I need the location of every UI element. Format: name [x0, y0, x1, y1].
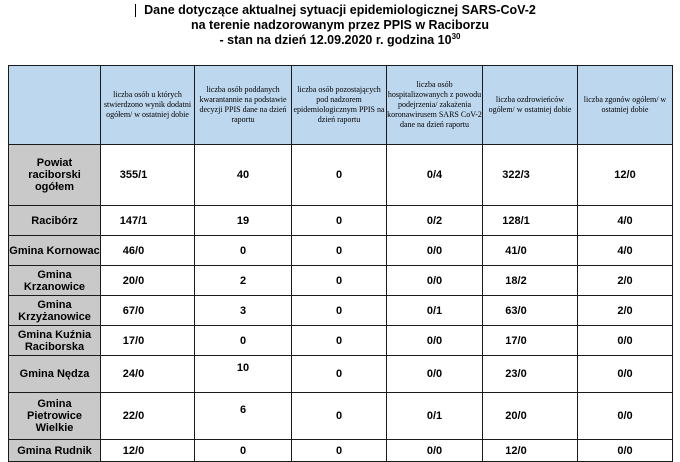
cell-value: 2/0: [617, 304, 633, 317]
row-label: Gmina Kornowac: [9, 236, 101, 266]
cell-value: 4/0: [617, 244, 633, 257]
cell-quarantine: [195, 296, 292, 326]
header-positive-cases: liczba osób u których stwierdzono wynik dodatni ogółem/ w ostatniej dobie: [101, 66, 195, 145]
title-line-3-text: - stan na dzień 12.09.2020 r. godzina 10: [219, 33, 452, 47]
title-hour-superscript: 30: [451, 32, 461, 41]
cell-value: 17/0: [505, 334, 527, 347]
cell-value: 0/0: [617, 410, 633, 422]
cell-value: 41/0: [505, 244, 527, 257]
cell-value: 18/2: [505, 274, 527, 287]
cell-supervision: [292, 393, 387, 440]
cell-value: 19: [236, 214, 250, 227]
cell-supervision: [292, 356, 387, 393]
cell-positive-cases: [101, 326, 195, 356]
cell-value: 0/1: [426, 410, 443, 422]
cell-value: 4/0: [617, 214, 633, 227]
cell-value: 12/0: [122, 444, 145, 457]
cell-value: 0/0: [426, 244, 443, 257]
header-corner: [9, 66, 101, 145]
cell-value: 23/0: [505, 368, 527, 380]
cell-value: 20/0: [505, 410, 527, 422]
header-supervision: liczba osób pozostających pod nadzorem epidemiologicznym PPIS na dzień raportu: [292, 66, 387, 145]
cell-value: 17/0: [122, 334, 145, 347]
cell-hospitalized: [387, 266, 483, 296]
cell-value: 63/0: [505, 304, 527, 317]
cell-value: 2/0: [617, 274, 633, 287]
cell-value: 12/0: [614, 169, 636, 181]
cell-value: 0: [335, 444, 343, 457]
header-deaths: liczba zgonów ogółem/ w ostatniej dobie: [578, 66, 673, 145]
cell-hospitalized: [387, 296, 483, 326]
title-line-3: [0, 33, 680, 48]
header-recovered: liczba ozdrowieńców ogółem/ w ostatniej dobie: [483, 66, 578, 145]
cell-quarantine: [195, 326, 292, 356]
cell-recovered: [483, 206, 578, 236]
cell-deaths: [578, 266, 673, 296]
cell-positive-cases: [101, 296, 195, 326]
row-label: Gmina Krzyżanowice: [9, 296, 101, 326]
cell-value: 147/1: [119, 214, 148, 227]
cell-value: 0: [239, 244, 247, 257]
cell-recovered: [483, 326, 578, 356]
cell-positive-cases: [101, 356, 195, 393]
cell-value: 0/0: [426, 334, 443, 347]
cell-recovered: [483, 393, 578, 440]
table-row: [9, 393, 673, 440]
cell-positive-cases: [101, 393, 195, 440]
cell-quarantine: [195, 206, 292, 236]
cell-deaths: [578, 236, 673, 266]
cell-hospitalized: [387, 145, 483, 206]
table-row: [9, 206, 673, 236]
cell-value: 46/0: [122, 244, 145, 257]
cell-value: 0/0: [426, 274, 443, 287]
cell-value: 0: [335, 244, 343, 257]
title-line-2: na terenie nadzorowanym przez PPIS w Raciborzu: [191, 18, 489, 32]
cell-quarantine: [195, 236, 292, 266]
cell-value: 0: [335, 214, 343, 227]
cell-value: 0/0: [426, 368, 443, 380]
cell-deaths: [578, 393, 673, 440]
cell-value: 12/0: [505, 444, 527, 457]
cell-value: 0: [335, 169, 343, 181]
cell-supervision: [292, 266, 387, 296]
cell-value: 0: [239, 444, 247, 457]
cell-deaths: [578, 206, 673, 236]
table-row: [9, 296, 673, 326]
cell-supervision: [292, 296, 387, 326]
cell-value: 0/2: [426, 214, 443, 227]
cell-supervision: [292, 145, 387, 206]
cell-positive-cases: [101, 236, 195, 266]
cell-value: 0/0: [617, 334, 633, 347]
cell-positive-cases: [101, 266, 195, 296]
cell-hospitalized: [387, 206, 483, 236]
cell-deaths: [578, 326, 673, 356]
cell-supervision: [292, 206, 387, 236]
row-label: Gmina Kuźnia Raciborska: [9, 326, 101, 356]
cell-recovered: [483, 236, 578, 266]
header-hospitalized: liczba osób hospitalizowanych z powodu podejrzenia/ zakażenia koronawirusem SARS CoV-2 dane na dzień raportu: [387, 66, 483, 145]
cell-recovered: [483, 296, 578, 326]
row-label: Gmina Rudnik: [9, 440, 101, 462]
cell-supervision: [292, 236, 387, 266]
row-label: Gmina Krzanowice: [9, 266, 101, 296]
table-row: [9, 145, 673, 206]
epidemic-data-table: [8, 65, 673, 462]
row-label: Gmina Nędza: [9, 356, 101, 393]
cell-deaths: [578, 296, 673, 326]
cell-value: 128/1: [502, 214, 530, 227]
cell-hospitalized: [387, 236, 483, 266]
table-row: [9, 266, 673, 296]
cell-value: 22/0: [122, 410, 145, 422]
cell-value: 0: [335, 368, 343, 380]
cell-quarantine: [195, 356, 292, 393]
cell-positive-cases: [101, 145, 195, 206]
cell-recovered: [483, 145, 578, 206]
header-quarantine: liczba osób poddanych kwarantannie na podstawie decyzji PPIS dane na dzień raportu: [195, 66, 292, 145]
cell-value: 322/3: [502, 169, 530, 181]
cell-value: 20/0: [122, 274, 145, 287]
cell-value: 0: [335, 274, 343, 287]
cell-value: 3: [239, 304, 247, 317]
cell-deaths: [578, 145, 673, 206]
cell-deaths: [578, 356, 673, 393]
cell-value: 0: [335, 304, 343, 317]
row-label: Racibórz: [9, 206, 101, 236]
table-row: [9, 236, 673, 266]
cell-value: 67/0: [122, 304, 145, 317]
cell-quarantine: [195, 393, 292, 440]
row-label: Powiat raciborski ogółem: [9, 145, 101, 206]
row-label: Gmina Pietrowice Wielkie: [9, 393, 101, 440]
cell-quarantine: [195, 266, 292, 296]
cell-value: 24/0: [122, 368, 145, 380]
cell-recovered: [483, 356, 578, 393]
cell-value: 2: [239, 274, 247, 287]
title-line-1: Dane dotyczące aktualnej sytuacji epidemiologicznej SARS-CoV-2: [144, 3, 536, 17]
cell-value: 6: [239, 404, 247, 416]
table-row: [9, 356, 673, 393]
cell-value: 0/1: [426, 304, 443, 317]
cell-positive-cases: [101, 206, 195, 236]
cell-value: 0/4: [426, 169, 443, 181]
cell-value: 0/0: [617, 444, 633, 457]
table-row: [9, 326, 673, 356]
cell-value: 0: [335, 410, 343, 422]
cell-supervision: [292, 326, 387, 356]
cell-value: 40: [236, 169, 250, 181]
cell-recovered: [483, 266, 578, 296]
cell-hospitalized: [387, 393, 483, 440]
cell-value: 10: [236, 362, 250, 374]
table-header-row: [9, 66, 673, 145]
cell-value: 0/0: [617, 368, 633, 380]
cell-value: 0/0: [426, 444, 443, 457]
cell-quarantine: [195, 145, 292, 206]
cell-value: 355/1: [119, 169, 148, 181]
cell-hospitalized: [387, 326, 483, 356]
document-title: [0, 3, 680, 48]
cell-value: 0: [239, 334, 247, 347]
cell-value: 0: [335, 334, 343, 347]
cell-hospitalized: [387, 356, 483, 393]
